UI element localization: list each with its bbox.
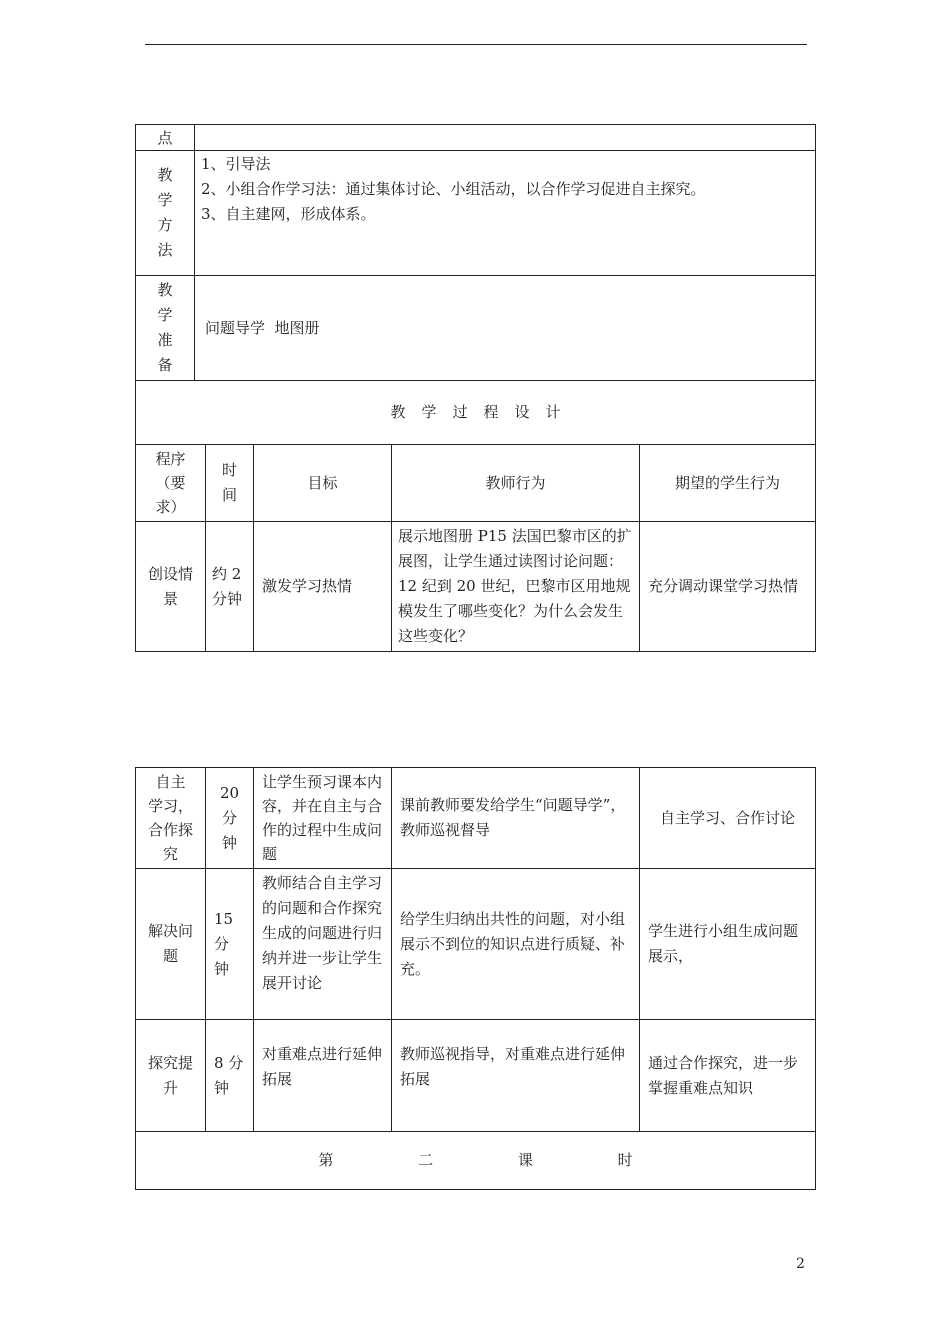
lesson-plan-table-top	[135, 124, 816, 652]
prep-label-char: 学	[157, 306, 173, 324]
row1-goal: 激发学习热情	[254, 522, 392, 652]
row-point	[136, 125, 816, 151]
row2-time-line: 钟	[221, 833, 237, 852]
header-student: 期望的学生行为	[640, 445, 816, 522]
table-row	[136, 1020, 816, 1132]
header-step-line: 求）	[155, 498, 186, 516]
row3-goal: 教师结合自主学习的问题和合作探究生成的问题进行归纳并进一步让学生展开讨论	[254, 869, 392, 1020]
row3-student: 学生进行小组生成问题展示，	[640, 869, 816, 1020]
method-item: 3、自主建网，形成体系。	[201, 205, 376, 223]
table-row	[136, 869, 816, 1020]
row3-time	[206, 869, 254, 1020]
prep-label-char: 教	[157, 281, 173, 299]
header-step	[136, 445, 206, 522]
row3-teacher: 给学生归纳出共性的问题，对小组展示不到位的知识点进行质疑、补充。	[392, 869, 640, 1020]
row1-step: 创设情景	[136, 522, 206, 652]
header-time	[206, 445, 254, 522]
header-time-line: 时	[221, 461, 237, 479]
method-label-char: 法	[157, 241, 173, 259]
header-rule	[145, 44, 807, 45]
row2-time-line: 20	[219, 783, 240, 802]
row-footer-title	[136, 1132, 816, 1190]
row2-step-line: 究	[162, 845, 178, 863]
row2-time	[206, 768, 254, 869]
prep-label	[136, 276, 195, 381]
row3-step: 解决问题	[136, 869, 206, 1020]
row1-student: 充分调动课堂学习热情	[640, 522, 816, 652]
table-row	[136, 768, 816, 869]
row4-step: 探究提升	[136, 1020, 206, 1132]
row4-time: 8 分钟	[206, 1020, 254, 1132]
row-teaching-method	[136, 151, 816, 276]
row2-step	[136, 768, 206, 869]
footer-title: 第 二 课 时	[136, 1132, 816, 1190]
row2-step-line: 自主	[155, 773, 186, 791]
section-title: 教学过程设计	[136, 381, 816, 445]
lesson-plan-table-bottom	[135, 767, 816, 1190]
row2-step-line: 合作探	[147, 821, 193, 839]
row1-teacher: 展示地图册 P15 法国巴黎市区的扩展图，让学生通过读图讨论问题：12 纪到 20 世纪，巴黎市区用地规模发生了哪些变化？为什么会发生这些变化？	[392, 522, 640, 652]
prep-label-char: 备	[157, 356, 173, 374]
prep-label-char: 准	[157, 331, 173, 349]
row3-time-line: 钟	[214, 959, 230, 978]
header-step-line: 程序	[155, 450, 186, 468]
method-item: 1、引导法	[201, 155, 271, 173]
row-section-title	[136, 381, 816, 445]
method-label-char: 学	[157, 191, 173, 209]
row2-student: 自主学习、合作讨论	[640, 768, 816, 869]
row4-student: 通过合作探究，进一步掌握重难点知识	[640, 1020, 816, 1132]
row-teaching-prep	[136, 276, 816, 381]
row2-teacher: 课前教师要发给学生“问题导学”，教师巡视督导	[392, 768, 640, 869]
method-label	[136, 151, 195, 276]
page-number: 2	[796, 1256, 805, 1272]
header-teacher: 教师行为	[392, 445, 640, 522]
point-content	[195, 125, 816, 151]
table-row	[136, 522, 816, 652]
row3-time-line: 分	[214, 934, 230, 953]
prep-content: 问题导学 地图册	[195, 276, 816, 381]
method-content	[195, 151, 816, 276]
row2-goal: 让学生预习课本内容，并在自主与合作的过程中生成问题	[254, 768, 392, 869]
row1-time: 约 2 分钟	[206, 522, 254, 652]
row-headers	[136, 445, 816, 522]
point-label: 点	[136, 125, 195, 151]
row3-time-line: 15	[214, 909, 234, 928]
row4-teacher: 教师巡视指导，对重难点进行延伸拓展	[392, 1020, 640, 1132]
method-label-char: 教	[157, 166, 173, 184]
row4-goal: 对重难点进行延伸拓展	[254, 1020, 392, 1132]
method-item: 2、小组合作学习法：通过集体讨论、小组活动，以合作学习促进自主探究。	[201, 180, 706, 198]
method-label-char: 方	[157, 216, 173, 234]
header-time-line: 间	[221, 486, 237, 504]
row2-time-line: 分	[221, 808, 237, 827]
header-goal: 目标	[254, 445, 392, 522]
row2-step-line: 学习，	[147, 797, 193, 815]
header-step-line: （要	[155, 474, 186, 492]
